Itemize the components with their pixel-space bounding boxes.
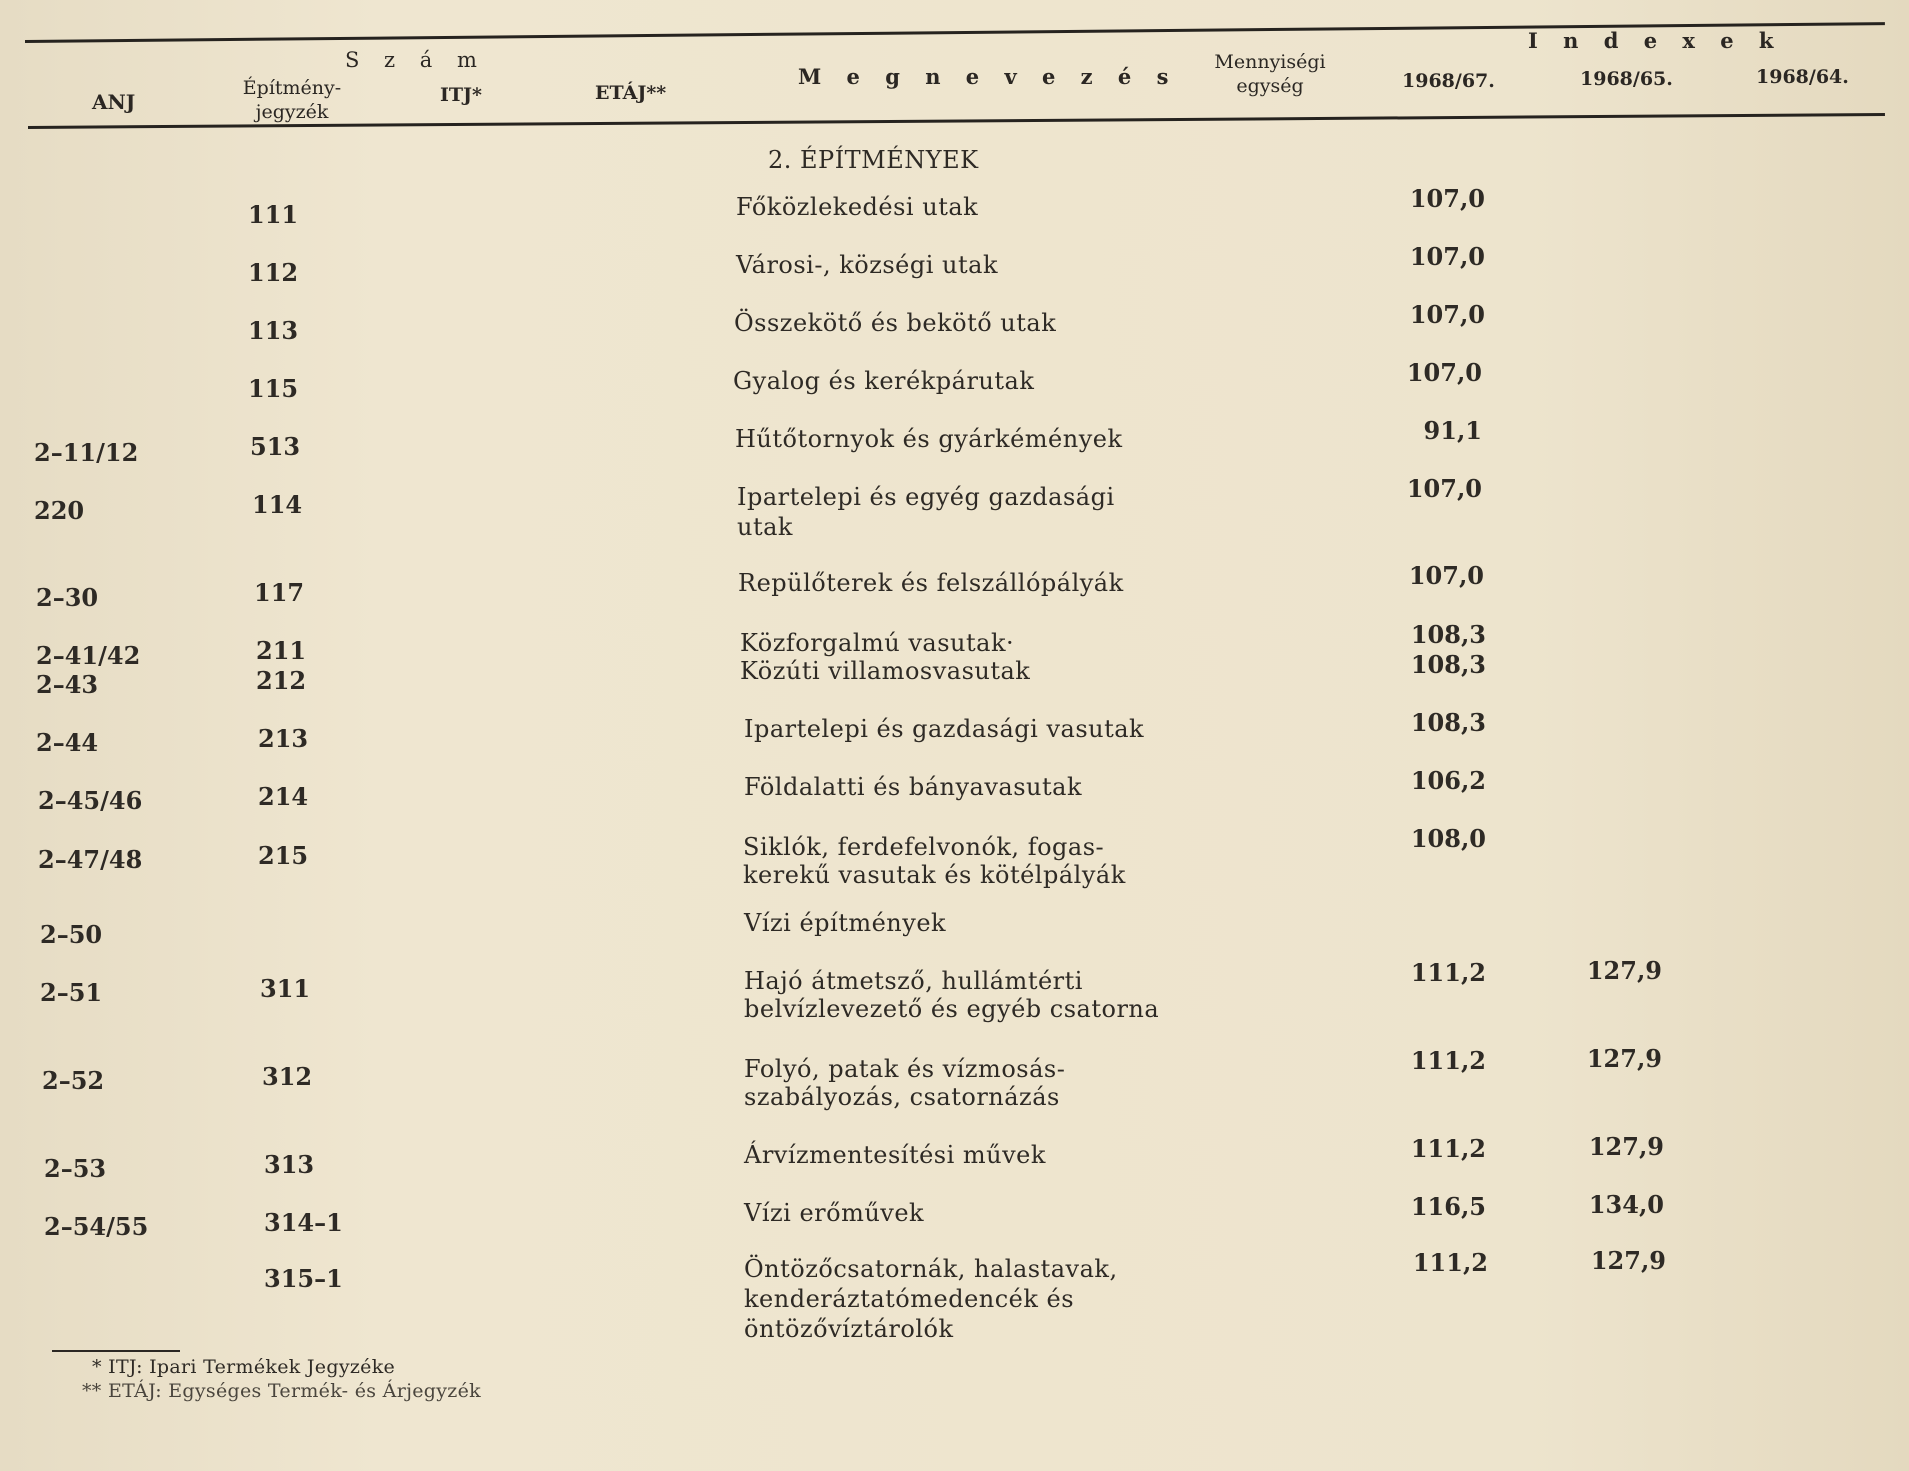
- epitmeny-cell: 215: [258, 841, 309, 870]
- index-1968-67-cell: 107,0: [1409, 300, 1485, 329]
- megnevezes-cell: Gyalog és kerékpárutak: [733, 367, 1035, 395]
- header-etaj: ETÁJ**: [595, 82, 667, 104]
- anj-cell: 2–51: [40, 978, 103, 1007]
- index-1968-67-cell: 107,0: [1406, 474, 1482, 503]
- index-1968-67-cell: 116,5: [1410, 1192, 1486, 1221]
- megnevezes-cell: Hajó átmetsző, hullámtérti: [744, 967, 1083, 995]
- index-1968-65-cell: 127,9: [1590, 1246, 1666, 1275]
- megnevezes-cell: Közúti villamosvasutak: [740, 657, 1031, 685]
- anj-cell: 2–47/48: [38, 845, 143, 874]
- epitmeny-cell: 313: [264, 1150, 315, 1179]
- section-title: 2. ÉPÍTMÉNYEK: [768, 146, 979, 174]
- index-1968-65-cell: 127,9: [1586, 956, 1662, 985]
- epitmeny-cell: 113: [248, 316, 299, 345]
- index-1968-67-cell: 106,2: [1410, 766, 1486, 795]
- epitmeny-cell: 311: [260, 974, 311, 1003]
- header-epitmeny-line1: Építmény-: [242, 77, 342, 99]
- index-1968-67-cell: 111,2: [1412, 1248, 1488, 1277]
- megnevezes-cell: Vízi erőművek: [744, 1199, 925, 1227]
- epitmeny-cell: 213: [258, 724, 309, 753]
- megnevezes-cell: Ipartelepi és egyég gazdasági: [737, 483, 1115, 511]
- epitmeny-cell: 115: [248, 374, 299, 403]
- index-1968-67-cell: 91,1: [1423, 416, 1482, 445]
- anj-cell: 2–43: [36, 670, 99, 699]
- epitmeny-cell: 312: [262, 1062, 313, 1091]
- anj-cell: 220: [34, 496, 85, 525]
- header-itj: ITJ*: [440, 84, 482, 106]
- index-1968-67-cell: 107,0: [1406, 358, 1482, 387]
- megnevezes-cell-line2: utak: [737, 513, 793, 541]
- megnevezes-cell-line2: kerekű vasutak és kötélpályák: [743, 861, 1126, 889]
- header-megnevezes: M e g n e v e z é s: [798, 64, 1178, 89]
- index-1968-65-cell: 127,9: [1586, 1044, 1662, 1073]
- anj-cell: 2–54/55: [44, 1212, 149, 1241]
- header-index-1968-67: 1968/67.: [1402, 70, 1495, 92]
- index-1968-67-cell: 111,2: [1410, 1134, 1486, 1163]
- megnevezes-cell-line2: kenderáztatómedencék és: [744, 1285, 1075, 1313]
- header-epitmeny: [222, 76, 362, 124]
- index-1968-67-cell: 107,0: [1409, 184, 1485, 213]
- header-szam: S z á m: [345, 48, 486, 72]
- epitmeny-cell: 112: [248, 258, 299, 287]
- header-mennyisegi-line2: egység: [1236, 75, 1304, 97]
- megnevezes-cell-line3: öntözővíztárolók: [744, 1315, 954, 1343]
- index-1968-67-cell: 108,3: [1410, 650, 1486, 679]
- anj-cell: 2–50: [40, 920, 103, 949]
- epitmeny-cell: 114: [252, 490, 303, 519]
- megnevezes-cell-line2: belvízlevezető és egyéb csatorna: [744, 995, 1160, 1023]
- index-1968-67-cell: 107,0: [1409, 242, 1485, 271]
- megnevezes-cell: Repülőterek és felszállópályák: [738, 569, 1124, 597]
- epitmeny-cell: 214: [258, 782, 309, 811]
- header-indexek: I n d e x e k: [1528, 28, 1783, 53]
- footnote-etaj: ** ETÁJ: Egységes Termék- és Árjegyzék: [82, 1380, 481, 1402]
- megnevezes-cell-line2: szabályozás, csatornázás: [744, 1083, 1060, 1111]
- megnevezes-cell: Árvízmentesítési művek: [744, 1141, 1046, 1169]
- header-epitmeny-line2: jegyzék: [255, 101, 329, 123]
- footnote-rule: [52, 1350, 180, 1352]
- index-1968-67-cell: 108,0: [1410, 824, 1486, 853]
- megnevezes-cell: Hűtőtornyok és gyárkémények: [735, 425, 1123, 453]
- index-1968-65-cell: 134,0: [1588, 1190, 1664, 1219]
- anj-cell: 2–53: [44, 1154, 107, 1183]
- header-mennyisegi: [1195, 50, 1345, 98]
- megnevezes-cell: Vízi építmények: [744, 909, 947, 937]
- megnevezes-cell: Földalatti és bányavasutak: [744, 773, 1082, 801]
- epitmeny-cell: 314–1: [264, 1208, 343, 1237]
- megnevezes-cell: Siklók, ferdefelvonók, fogas-: [743, 833, 1105, 861]
- megnevezes-cell: Közforgalmú vasutak·: [740, 629, 1015, 657]
- epitmeny-cell: 111: [248, 200, 299, 229]
- megnevezes-cell: Összekötő és bekötő utak: [734, 309, 1057, 337]
- index-1968-67-cell: 108,3: [1410, 620, 1486, 649]
- epitmeny-cell: 212: [256, 666, 307, 695]
- epitmeny-cell: 513: [250, 432, 301, 461]
- anj-cell: 2–41/42: [36, 641, 141, 670]
- megnevezes-cell: Öntözőcsatornák, halastavak,: [744, 1255, 1118, 1283]
- index-1968-67-cell: 107,0: [1408, 561, 1484, 590]
- megnevezes-cell: Városi-, községi utak: [736, 251, 998, 279]
- index-1968-65-cell: 127,9: [1588, 1132, 1664, 1161]
- megnevezes-cell: Folyó, patak és vízmosás-: [744, 1055, 1066, 1083]
- megnevezes-cell: Főközlekedési utak: [736, 193, 979, 221]
- index-1968-67-cell: 111,2: [1410, 1046, 1486, 1075]
- index-1968-67-cell: 108,3: [1410, 708, 1486, 737]
- epitmeny-cell: 315–1: [264, 1264, 343, 1293]
- anj-cell: 2–52: [42, 1066, 105, 1095]
- header-anj: ANJ: [92, 90, 136, 114]
- header-index-1968-64: 1968/64.: [1756, 66, 1849, 88]
- header-mennyisegi-line1: Mennyiségi: [1214, 51, 1326, 73]
- anj-cell: 2–30: [36, 583, 99, 612]
- anj-cell: 2–45/46: [38, 786, 143, 815]
- footnote-itj: * ITJ: Ipari Termékek Jegyzéke: [92, 1356, 396, 1378]
- anj-cell: 2–11/12: [34, 438, 139, 467]
- anj-cell: 2–44: [36, 728, 99, 757]
- index-1968-67-cell: 111,2: [1410, 958, 1486, 987]
- epitmeny-cell: 211: [256, 636, 307, 665]
- header-index-1968-65: 1968/65.: [1580, 68, 1673, 90]
- epitmeny-cell: 117: [254, 578, 305, 607]
- megnevezes-cell: Ipartelepi és gazdasági vasutak: [744, 715, 1145, 743]
